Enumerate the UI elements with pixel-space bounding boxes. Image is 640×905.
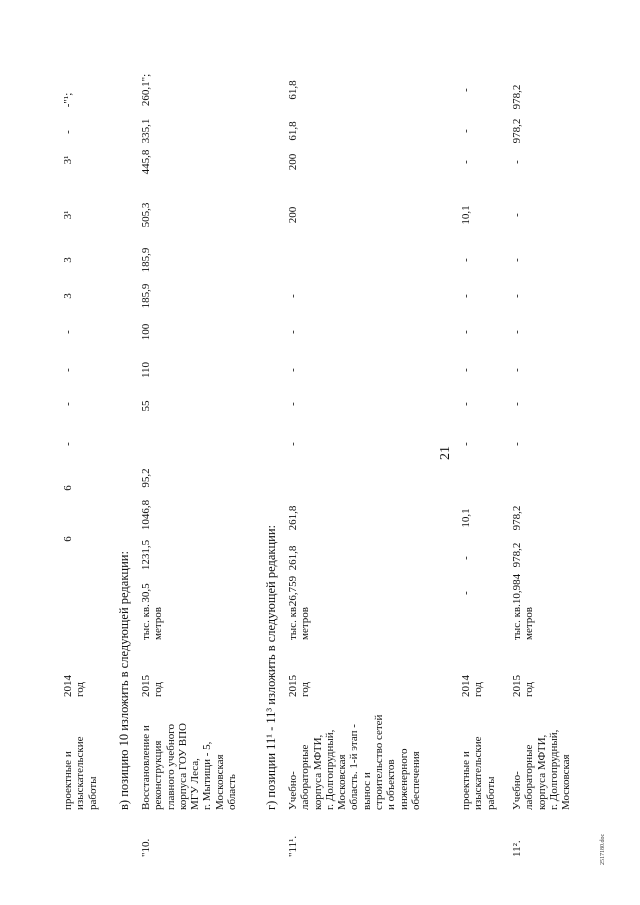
row0-value-14: 3¹ xyxy=(62,210,74,220)
row11-2-value-4: 978,2 xyxy=(511,542,523,568)
row11-1b-year: 2014 год xyxy=(460,675,485,697)
row0-value-8: - xyxy=(62,442,74,446)
row11-1-unit: тыс. кв. метров xyxy=(287,604,312,640)
row10-value-9: 100 xyxy=(140,323,152,341)
row10-value-15: 260,1"; xyxy=(140,73,152,107)
row11-1-value-13: 61,8 xyxy=(287,121,299,141)
row11-1b-value-13: - xyxy=(460,160,472,164)
row11-1-value-7: - xyxy=(287,402,299,406)
row11-1b-value-7: - xyxy=(460,402,472,406)
row11-2-number: 11². xyxy=(511,840,523,857)
row0-value-12: 3 xyxy=(62,293,74,299)
row0-value-10: - xyxy=(62,368,74,372)
section-heading-v: в) позицию 10 изложить в следующей редакции: xyxy=(117,551,131,810)
row11-1b-value-4: - xyxy=(460,556,472,560)
row10-label: Восстановление и реконструкция главного учебного корпуса ГОУ ВПО МГУ Леса, г. Мытищи - 5, Московская область xyxy=(140,723,239,810)
row11-2-label: Учебно- лабораторные корпуса МФТИ, г. Долгопрудный, Московская xyxy=(511,729,573,810)
row11-1b-value-5: 10,1 xyxy=(460,508,472,528)
row11-2-value-10: - xyxy=(511,294,523,298)
row11-2-value-3: 10,984 xyxy=(511,573,523,605)
row11-1b-value-9: - xyxy=(460,330,472,334)
row0-value-16: - xyxy=(62,130,74,134)
row0-value-13: 3 xyxy=(62,257,74,263)
row10-value-3: 30,5 xyxy=(140,583,152,603)
row11-2-value-13: - xyxy=(511,160,523,164)
row11-1-value-9: - xyxy=(287,330,299,334)
row11-1-value-8: - xyxy=(287,368,299,372)
row10-value-4: 1231,5 xyxy=(140,539,152,571)
row10-value-8: 110 xyxy=(140,361,152,379)
row11-1-value-4: 261,8 xyxy=(287,545,299,571)
page-number: 21 xyxy=(438,446,453,460)
row11-1b-value-12: 10,1 xyxy=(460,205,472,225)
row10-value-5: 1046,8 xyxy=(140,499,152,531)
row10-value-12: 505,3 xyxy=(140,202,152,228)
row0-year: 2014 год xyxy=(62,675,87,697)
footer-file-code: 2517180.doc xyxy=(600,833,606,865)
row10-number: "10. xyxy=(140,838,152,857)
row11-2-value-7: - xyxy=(511,402,523,406)
row11-1-year: 2015 год xyxy=(287,675,312,697)
row10-value-14: 335,1 xyxy=(140,118,152,144)
row10-value-7: 55 xyxy=(140,400,152,412)
row11-1b-label: проектные и изыскательские работы xyxy=(460,736,497,810)
row10-value-11: 185,9 xyxy=(140,247,152,273)
row0-value-7: 6 xyxy=(62,485,74,491)
row11-2-value-9: - xyxy=(511,330,523,334)
row0-value-9: - xyxy=(62,402,74,406)
row11-2-value-8: - xyxy=(511,368,523,372)
row10-value-13: 445,8 xyxy=(140,149,152,175)
row11-2-value-14: 978,2 xyxy=(511,118,523,144)
row11-1-value-6: - xyxy=(287,442,299,446)
row0-label: проектные и изыскательские работы xyxy=(62,736,99,810)
row0-value-15: 3¹ xyxy=(62,155,74,165)
row11-1b-value-11: - xyxy=(460,258,472,262)
row11-2-value-15: 978,2 xyxy=(511,84,523,110)
row11-1b-value-6: - xyxy=(460,442,472,446)
row11-1b-value-15: - xyxy=(460,88,472,92)
row11-2-value-12: - xyxy=(511,213,523,217)
section-heading-g: г) позиции 11¹ - 11³ изложить в следующей редакции: xyxy=(264,525,278,810)
row11-2-value-6: - xyxy=(511,442,523,446)
row11-1b-value-14: - xyxy=(460,129,472,133)
row11-1-value-14: 61,8 xyxy=(287,80,299,100)
row11-1-value-12: 200 xyxy=(287,153,299,171)
row10-value-10: 185,9 xyxy=(140,283,152,309)
row0-value-6: 6 xyxy=(62,536,74,542)
row11-1-value-3: 26,759 xyxy=(287,575,299,607)
row10-unit: тыс. кв. метров xyxy=(140,604,165,640)
row11-1b-value-3: - xyxy=(460,591,472,595)
row11-1-number: "11¹. xyxy=(287,835,299,857)
row11-2-value-11: - xyxy=(511,258,523,262)
row10-value-6: 95,2 xyxy=(140,468,152,488)
row11-1-value-11: 200 xyxy=(287,206,299,224)
row10-year: 2015 год xyxy=(140,675,165,697)
row11-2-value-5: 978,2 xyxy=(511,505,523,531)
row11-1-label: Учебно- лабораторные корпуса МФТИ, г. Долгопрудный, Московская область. 1-й этап - вынос и строительство сетей и объектов инженерного обеспечения xyxy=(287,714,422,810)
row11-1-value-5: 261,8 xyxy=(287,505,299,531)
row11-2-year: 2015 год xyxy=(511,675,536,697)
row11-1-value-10: - xyxy=(287,294,299,298)
row0-value-11: - xyxy=(62,330,74,334)
row11-1b-value-10: - xyxy=(460,294,472,298)
row0-value-17: -"¹; xyxy=(62,92,74,108)
row11-1b-value-8: - xyxy=(460,368,472,372)
row11-2-unit: тыс. кв. метров xyxy=(511,604,536,640)
